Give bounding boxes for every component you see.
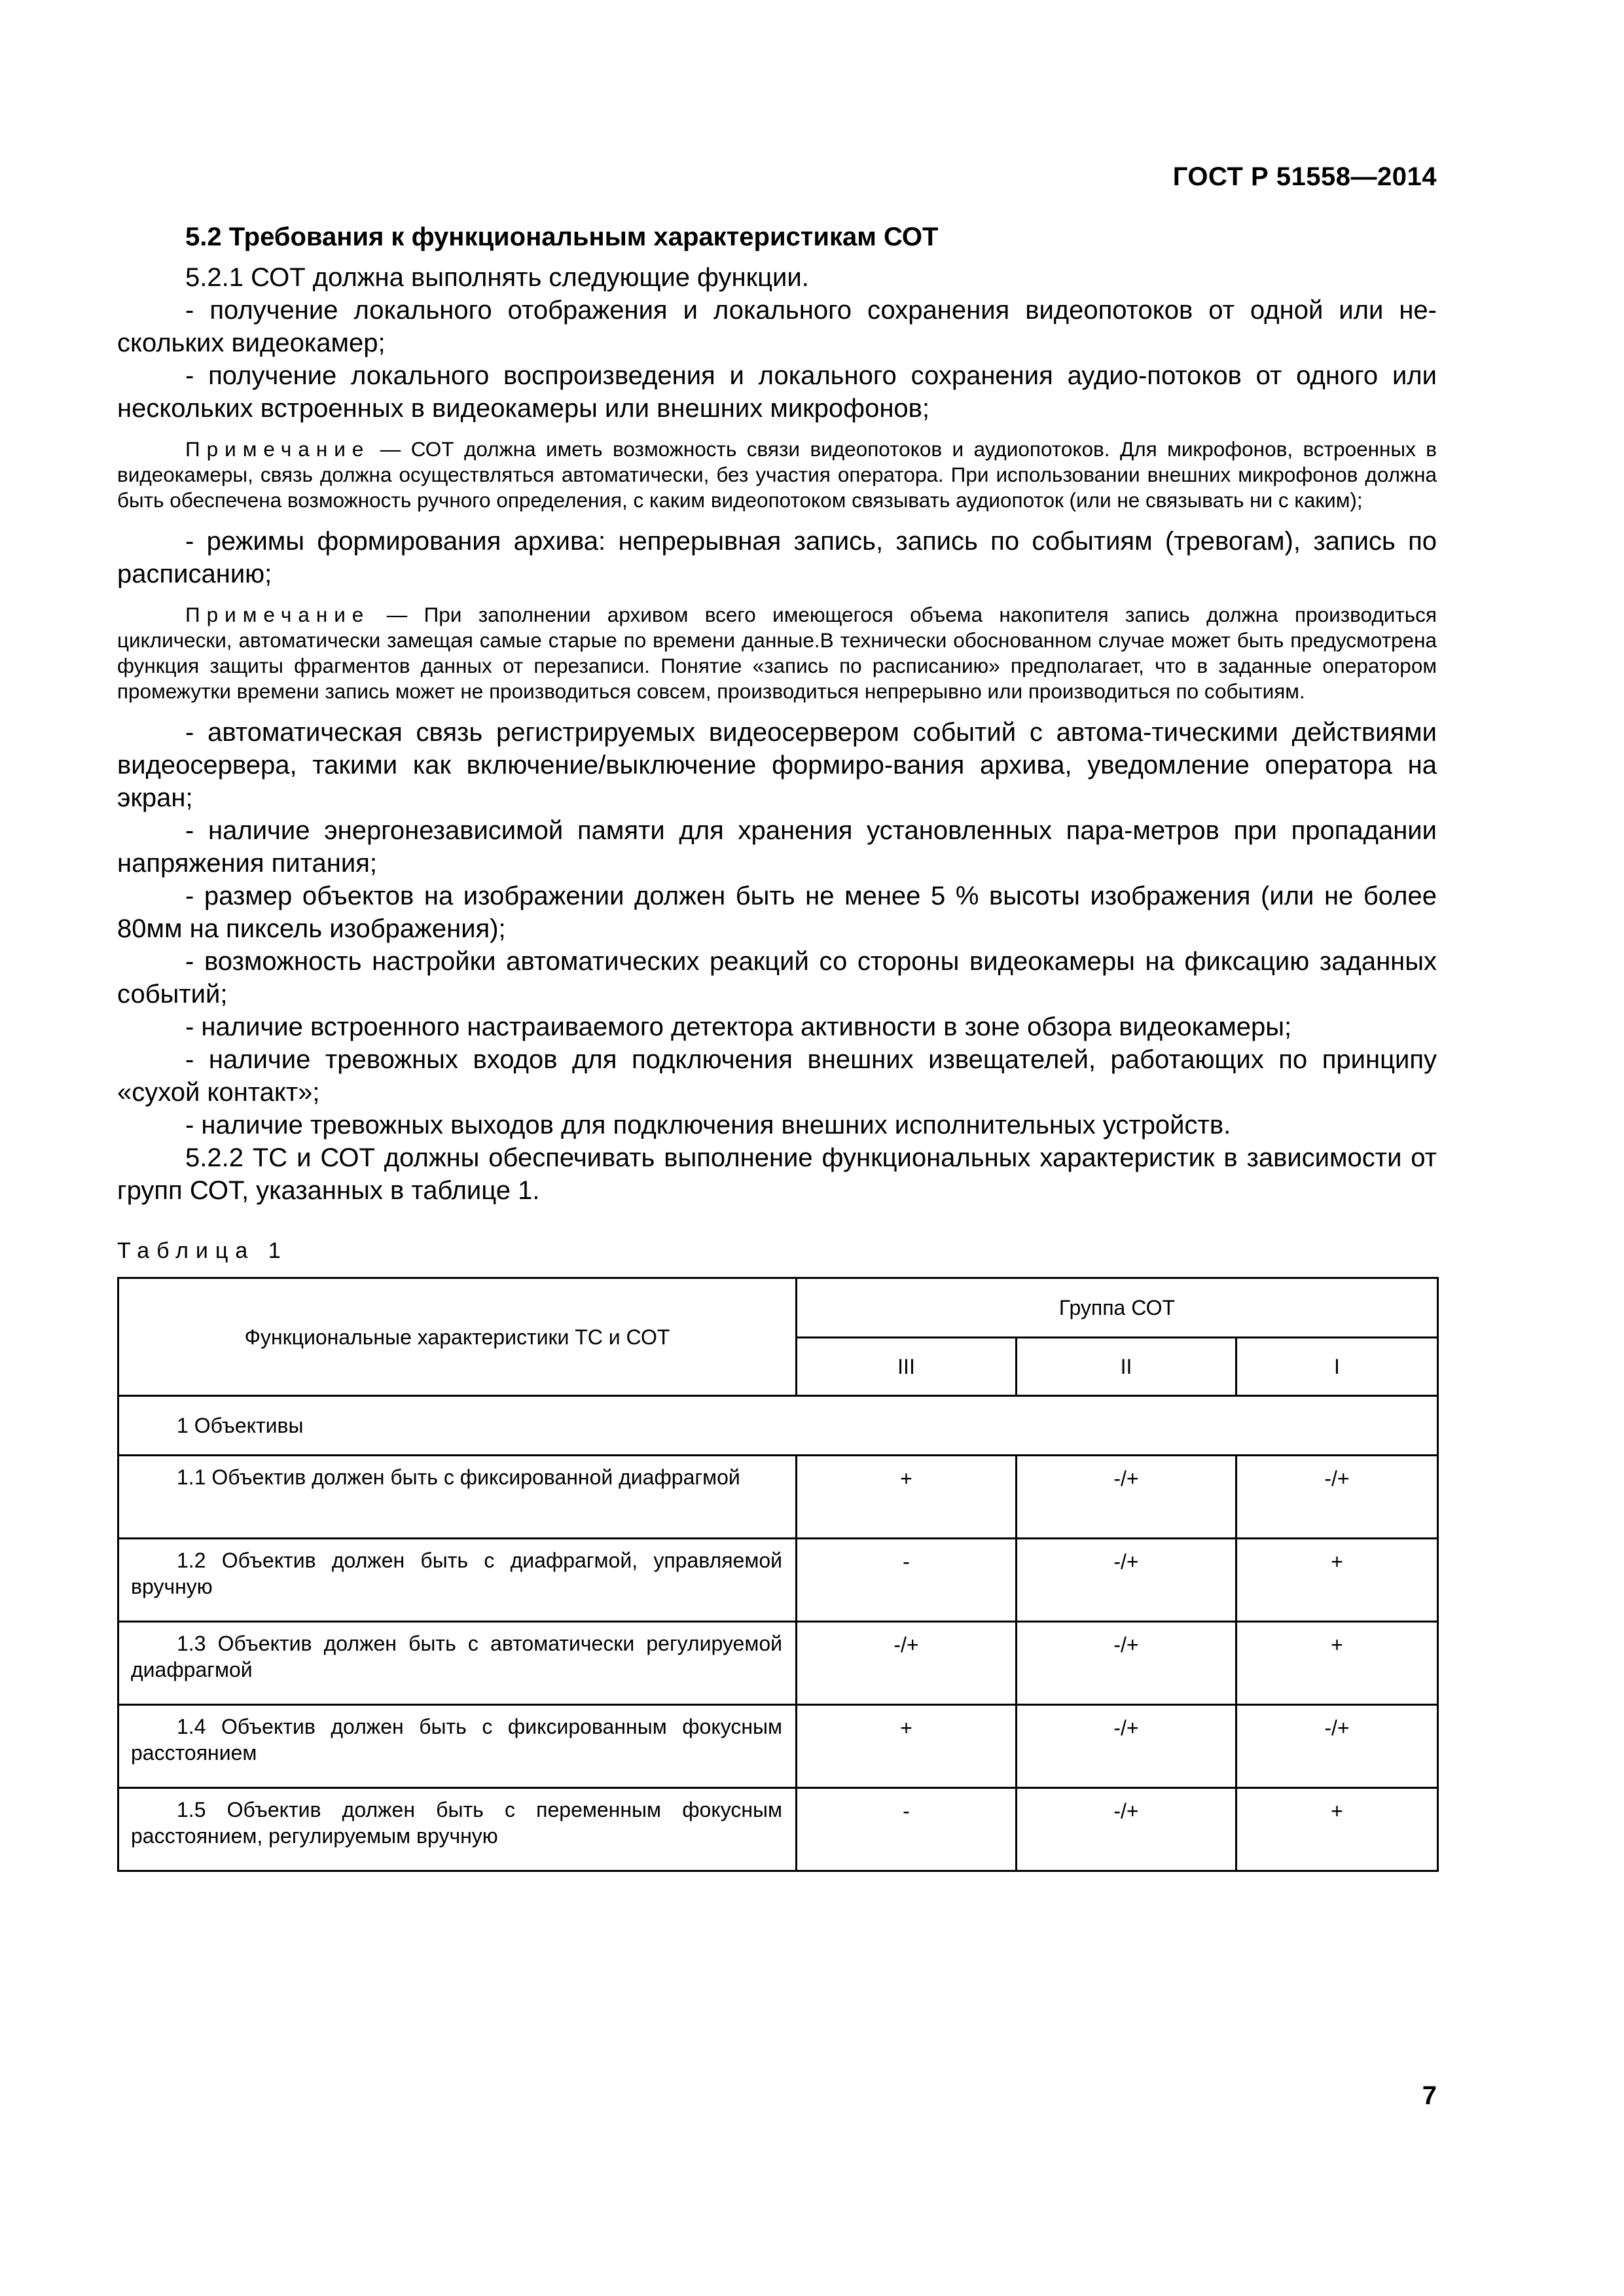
cell-group-iii: + <box>797 1705 1017 1788</box>
note-1 <box>117 437 1437 513</box>
cell-group-ii: -/+ <box>1017 1456 1236 1539</box>
list-item-auto-link: - автоматическая связь регистрируемых видеосервером событий с автома-тическими действиями видеосервера, такими как включение/выключение формиро-вания архива, уведомление оператора на экран; <box>117 718 1437 812</box>
table-row <box>118 1705 1438 1788</box>
row-label: 1.3 Объектив должен быть с автоматически регулируемой диафрагмой <box>118 1622 797 1705</box>
cell-group-iii: -/+ <box>797 1622 1017 1705</box>
row-label: 1.5 Объектив должен быть с переменным фокусным расстоянием, регулируемым вручную <box>118 1788 797 1871</box>
column-header-feature: Функциональные характеристики ТС и СОТ <box>118 1278 797 1396</box>
note-2 <box>117 602 1437 704</box>
table-row <box>118 1539 1438 1622</box>
note-text: — СОТ должна иметь возможность связи видеопотоков и аудиопотоков. Для микрофонов, встроенных в видеокамеры, связь должна осуществляться автоматически, без участия оператора. При использовании внешних микрофонов должна быть обеспечена возможность ручного определения, с каким видеопотоком связывать аудиопоток (или не связывать ни с каким); <box>117 437 1437 512</box>
table-caption: Таблица 1 <box>117 1238 288 1263</box>
cell-group-i: + <box>1236 1788 1438 1871</box>
row-label: 1.1 Объектив должен быть с фиксированной диафрагмой <box>118 1456 797 1539</box>
list-item-alarm-inputs: - наличие тревожных входов для подключения внешних извещателей, работающих по принципу «сухой контакт»; <box>117 1045 1437 1107</box>
list-item-alarm-outputs: - наличие тревожных выходов для подключения внешних исполнительных устройств. <box>185 1111 1231 1139</box>
document-code: ГОСТ Р 51558—2014 <box>1172 162 1437 191</box>
list-item-motion-detector: - наличие встроенного настраиваемого детектора активности в зоне обзора видеокамеры; <box>185 1013 1292 1041</box>
note-text: — При заполнении архивом всего имеющегося объема накопителя запись должна производиться циклически, автоматически замещая самые старые по времени данные.В технически обоснованном случае может быть предусмотрена функция защиты фрагментов данных от перезаписи. Понятие «запись по расписанию» предполагает, что в заданные оператором промежутки времени запись может не производиться совсем, производиться непрерывно или производиться по событиям. <box>117 603 1437 703</box>
cell-group-i: + <box>1236 1539 1438 1622</box>
list-item-video-display: - получение локального отображения и локального сохранения видеопотоков от одной или нескольких видеокамер; <box>117 296 1437 357</box>
group-header-iii: III <box>797 1338 1017 1396</box>
table-row <box>118 1622 1438 1705</box>
cell-group-iii: + <box>797 1456 1017 1539</box>
paragraph-5-2-2: 5.2.2 ТС и СОТ должны обеспечивать выполнение функциональных характеристик в зависимости от групп СОТ, указанных в таблице 1. <box>117 1143 1437 1205</box>
cell-group-i: + <box>1236 1622 1438 1705</box>
list-item-object-size: - размер объектов на изображении должен быть не менее 5 % высоты изображения (или не более 80мм на пиксель изображения); <box>117 882 1437 943</box>
table-row <box>118 1456 1438 1539</box>
column-header-group: Группа СОТ <box>797 1278 1438 1338</box>
list-item-auto-reactions: - возможность настройки автоматических реакций со стороны видеокамеры на фиксацию заданных событий; <box>117 947 1437 1009</box>
page-body <box>117 223 1437 1872</box>
cell-group-i: -/+ <box>1236 1705 1438 1788</box>
cell-group-i: -/+ <box>1236 1456 1438 1539</box>
row-label: 1.4 Объектив должен быть с фиксированным фокусным расстоянием <box>118 1705 797 1788</box>
table-group-row: 1 Объективы <box>118 1396 1438 1456</box>
table-row <box>118 1788 1438 1871</box>
list-item-nonvolatile-memory: - наличие энергонезависимой памяти для хранения установленных пара-метров при пропадании напряжения питания; <box>117 816 1437 878</box>
cell-group-iii: - <box>797 1788 1017 1871</box>
cell-group-ii: -/+ <box>1017 1705 1236 1788</box>
group-header-ii: II <box>1017 1338 1236 1396</box>
cell-group-ii: -/+ <box>1017 1622 1236 1705</box>
note-label: Примечание <box>185 437 370 461</box>
list-item-audio-playback: - получение локального воспроизведения и локального сохранения аудио-потоков от одного или нескольких встроенных в видеокамеры или внешних микрофонов; <box>117 361 1437 423</box>
cell-group-ii: -/+ <box>1017 1788 1236 1871</box>
functional-characteristics-table <box>117 1277 1439 1872</box>
cell-group-ii: -/+ <box>1017 1539 1236 1622</box>
note-label: Примечание <box>185 603 370 626</box>
cell-group-iii: - <box>797 1539 1017 1622</box>
row-label: 1.2 Объектив должен быть с диафрагмой, управляемой вручную <box>118 1539 797 1622</box>
list-item-archive-modes: - режимы формирования архива: непрерывная запись, запись по событиям (тревогам), запись по расписанию; <box>117 527 1437 588</box>
page-number: 7 <box>1422 2081 1437 2110</box>
group-header-i: I <box>1236 1338 1438 1396</box>
section-title: 5.2 Требования к функциональным характеристикам СОТ <box>185 223 939 251</box>
paragraph-5-2-1: 5.2.1 СОТ должна выполнять следующие функции. <box>185 263 809 292</box>
